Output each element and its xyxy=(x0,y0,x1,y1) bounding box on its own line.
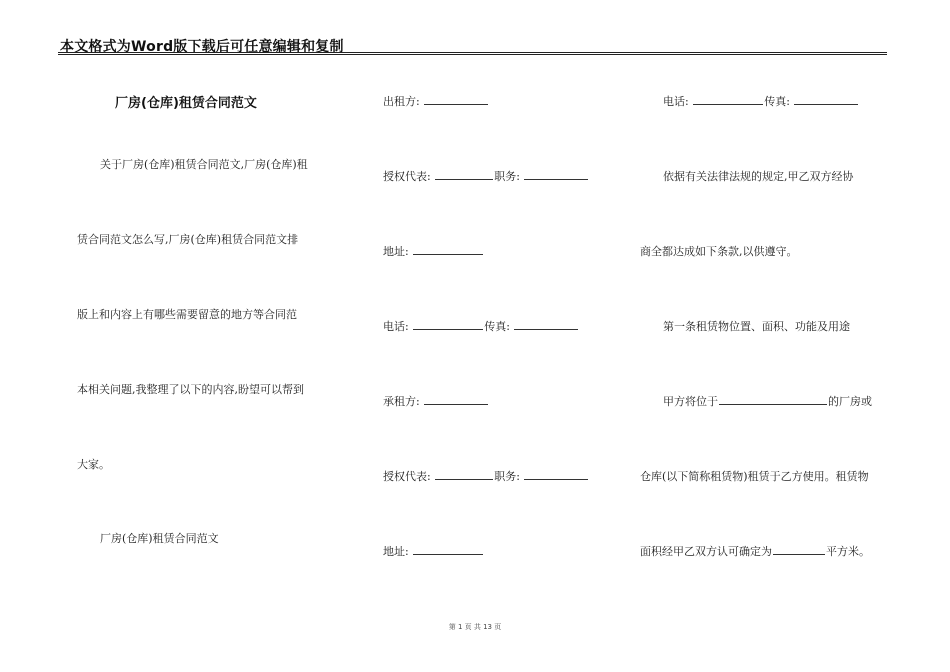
location-row xyxy=(663,393,872,409)
lessee-blank xyxy=(424,394,488,405)
page-footer: 第 1 页 共 13 页 xyxy=(448,623,502,631)
lessee-label: 承租方: xyxy=(383,395,420,408)
intro-line-2: 赁合同范文怎么写,厂房(仓库)租赁合同范文排 xyxy=(77,233,299,246)
rep-label: 授权代表: xyxy=(383,470,431,483)
area-row xyxy=(640,543,870,559)
article-1-heading: 第一条租赁物位置、面积、功能及用途 xyxy=(663,320,850,333)
lessee-rep-row xyxy=(383,468,589,484)
fax-label: 传真: xyxy=(484,320,510,333)
law-line-2: 商全都达成如下条款,以供遵守。 xyxy=(640,245,798,258)
lessor-blank xyxy=(424,94,488,105)
document-title: 厂房(仓库)租赁合同范文 xyxy=(115,96,257,111)
lessee-row xyxy=(383,393,489,409)
lessor-address-row xyxy=(383,243,484,259)
lessee-address-row xyxy=(383,543,484,559)
lessor-label: 出租方: xyxy=(383,95,420,108)
fax-blank xyxy=(794,94,858,105)
rep-blank xyxy=(435,469,493,480)
phone-blank xyxy=(413,319,483,330)
contract-subtitle: 厂房(仓库)租赁合同范文 xyxy=(100,532,219,545)
area-suffix: 平方米。 xyxy=(826,545,870,558)
lessor-phone-row xyxy=(383,318,579,334)
address-blank xyxy=(413,244,483,255)
fax-blank xyxy=(514,319,578,330)
location-prefix: 甲方将位于 xyxy=(663,395,718,408)
law-line-1: 依据有关法律法规的规定,甲乙双方经协 xyxy=(663,170,854,183)
page-header-title: 本文格式为Word版下载后可任意编辑和复制 xyxy=(60,39,344,55)
phone-label: 电话: xyxy=(383,320,409,333)
fax-label: 传真: xyxy=(764,95,790,108)
phone-blank xyxy=(693,94,763,105)
lessor-rep-row xyxy=(383,168,589,184)
header-rule-top xyxy=(58,52,887,53)
intro-line-3: 版上和内容上有哪些需要留意的地方等合同范 xyxy=(77,308,297,321)
position-label: 职务: xyxy=(494,170,520,183)
intro-line-4: 本相关问题,我整理了以下的内容,盼望可以帮到 xyxy=(77,383,304,396)
intro-line-1: 关于厂房(仓库)租赁合同范文,厂房(仓库)租 xyxy=(100,158,308,171)
lessor-row xyxy=(383,93,489,109)
phone-label: 电话: xyxy=(663,95,689,108)
location-blank xyxy=(719,394,827,405)
position-blank xyxy=(524,169,588,180)
position-label: 职务: xyxy=(494,470,520,483)
lease-line: 仓库(以下简称租赁物)租赁于乙方使用。租赁物 xyxy=(640,470,869,483)
address-label: 地址: xyxy=(383,245,409,258)
area-prefix: 面积经甲乙双方认可确定为 xyxy=(640,545,772,558)
rep-label: 授权代表: xyxy=(383,170,431,183)
lessee-phone-row xyxy=(663,93,859,109)
address-label: 地址: xyxy=(383,545,409,558)
position-blank xyxy=(524,469,588,480)
intro-line-5: 大家。 xyxy=(77,458,110,471)
area-blank xyxy=(773,544,825,555)
header-rule-bottom xyxy=(58,54,887,55)
address-blank xyxy=(413,544,483,555)
location-suffix: 的厂房或 xyxy=(828,395,872,408)
rep-blank xyxy=(435,169,493,180)
